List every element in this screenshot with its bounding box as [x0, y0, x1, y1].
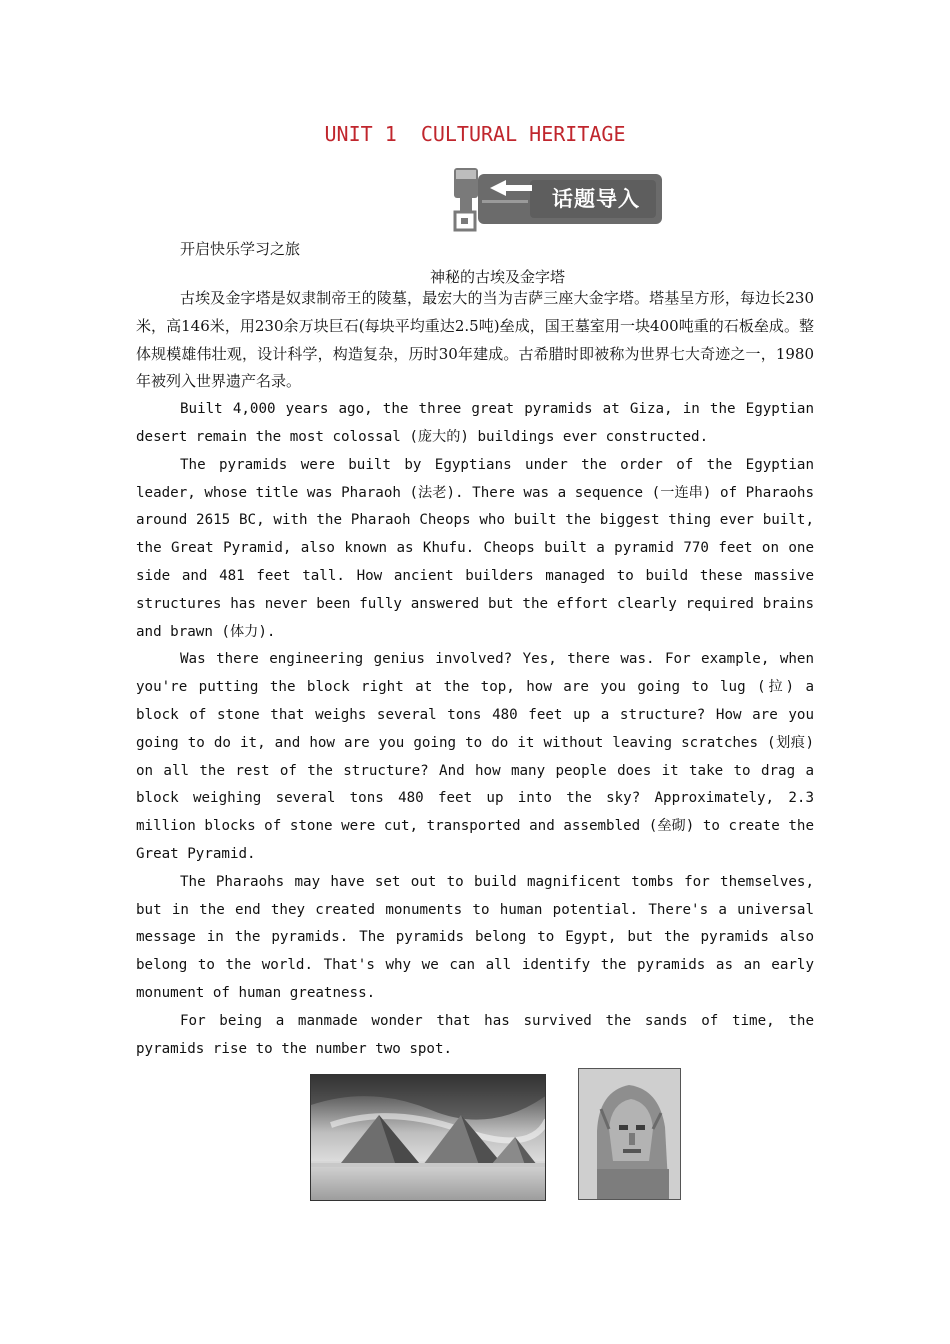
reading-passage: [136, 285, 814, 1063]
banner-label: 话题导入: [552, 187, 640, 211]
pyramids-photo: [310, 1074, 546, 1201]
paragraph: Was there engineering genius involved? Yes, there was. For example, when you're putting the block right at the top, how are you going to lug (拉) a block of stone that weighs several tons 480 feet up a structure? How are you going to do it, and how are you going to do it without leaving scratches (划痕) on all the rest of the structure? And how many people does it take to drag a block weighing several tons 480 feet up into the sky? Approximately, 2.3 million blocks of stone were cut, transported and assembled (垒砌) to create the Great Pyramid.: [136, 651, 814, 862]
paragraph: For being a manmade wonder that has survived the sands of time, the pyramids rise to the number two spot.: [136, 1012, 814, 1057]
topic-intro-banner: [452, 166, 664, 234]
unit-title: UNIT 1 CULTURAL HERITAGE: [324, 122, 626, 146]
sphinx-photo: [578, 1068, 681, 1200]
paragraph: The pyramids were built by Egyptians under the order of the Egyptian leader, whose title was Pharaoh (法老). There was a sequence (一连串) of Pharaohs around 2615 BC, with the Pharaoh Cheops who built the biggest thing ever built, the Great Pyramid, also known as Khufu. Cheops built a pyramid 770 feet on one side and 481 feet tall. How ancient builders managed to build these massive structures has never been fully answered but the effort clearly required brains and brawn (体力).: [136, 456, 814, 640]
paragraph: The Pharaohs may have set out to build magnificent tombs for themselves, but in the end they created monuments to human potential. There's a universal message in the pyramids. The pyramids belong to Egypt, but the pyramids also belong to the world. That's why we can all identify the pyramids as an early monument of human greatness.: [136, 873, 814, 1001]
section-label: 开启快乐学习之旅: [180, 240, 301, 258]
paragraph: Built 4,000 years ago, the three great pyramids at Giza, in the Egyptian desert remain the most colossal (庞大的) buildings ever constructed.: [136, 401, 814, 445]
reading-subtitle: 神秘的古埃及金字塔: [429, 268, 565, 286]
paragraph-chinese-intro: 古埃及金字塔是奴隶制帝王的陵墓，最宏大的当为吉萨三座大金字塔。塔基呈方形，每边长230米，高146米，用230余万块巨石(每块平均重达2.5吨)垒成，国王墓室用一块400吨重的石板垒成。整体规模雄伟壮观，设计科学，构造复杂，历时30年建成。古希腊时即被称为世界七大奇迹之一，1980年被列入世界遗产名录。: [136, 289, 814, 391]
